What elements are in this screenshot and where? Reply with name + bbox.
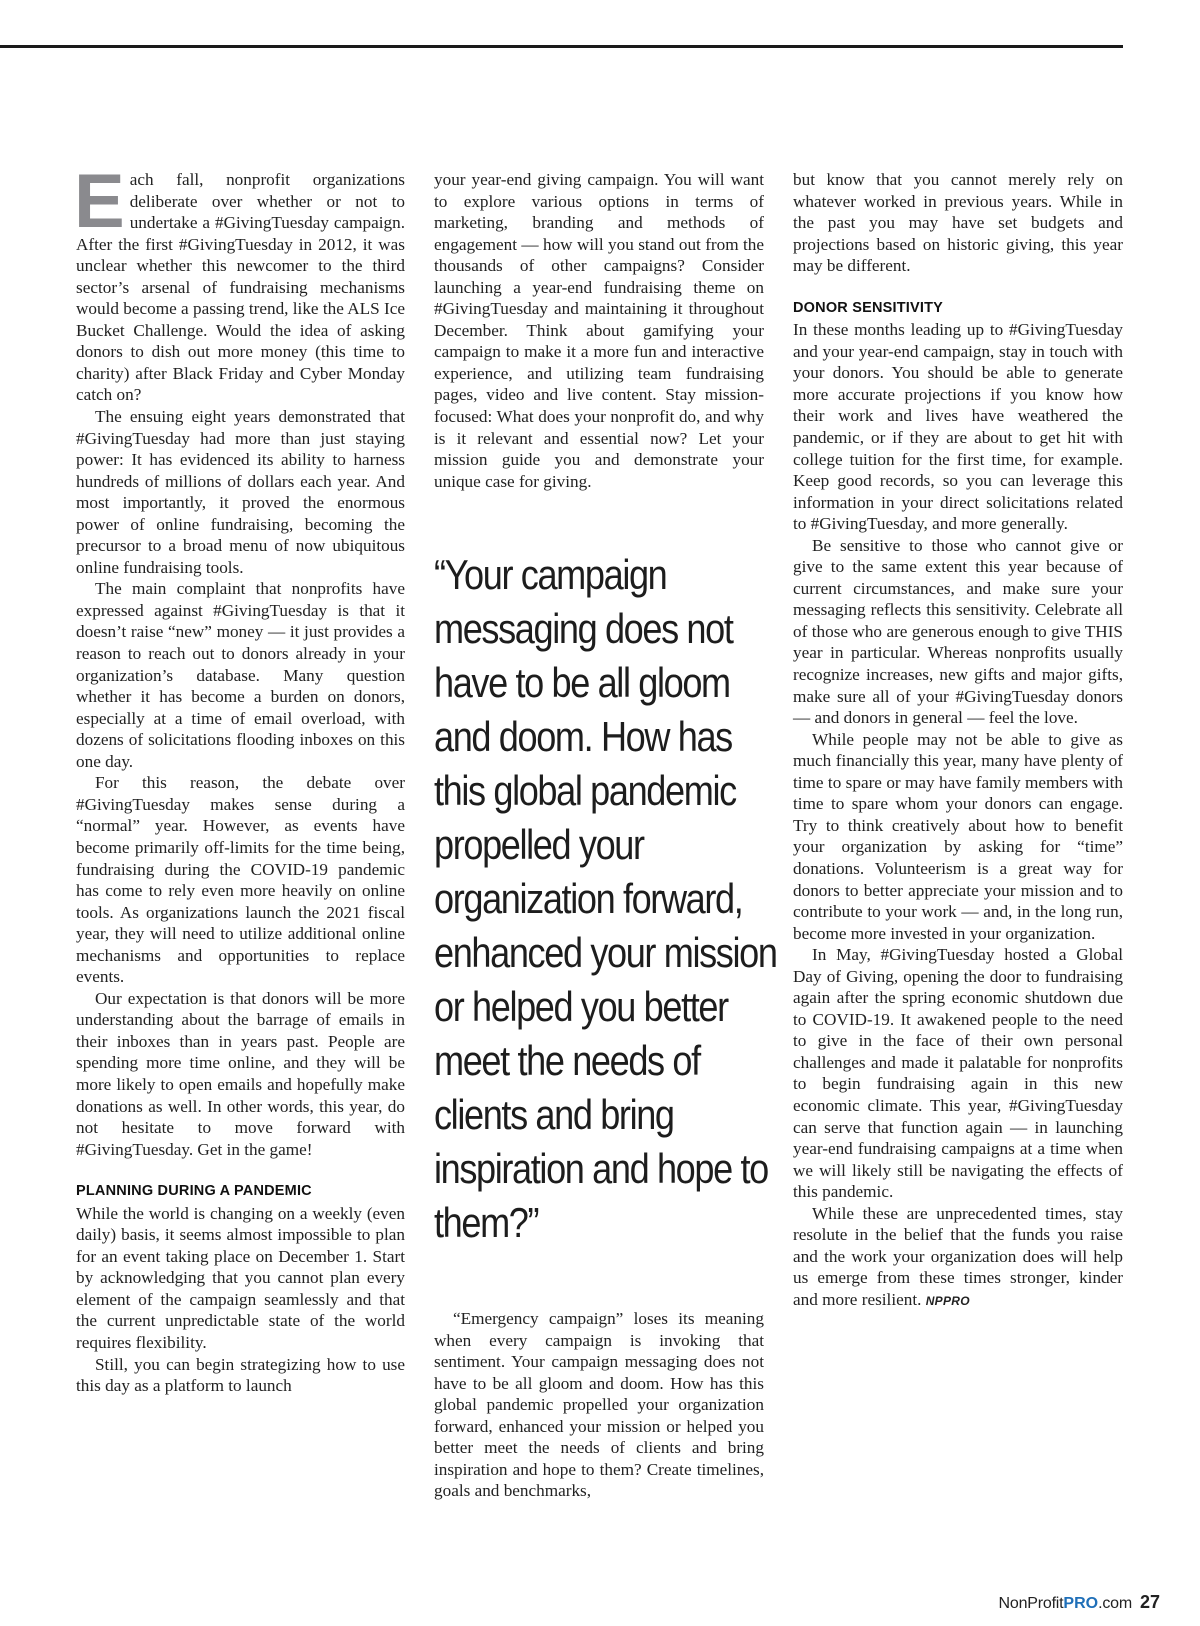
- body-paragraph: but know that you cannot merely rely on whatever worked in previous years. While in the past you may have set budgets and projections based on historic giving, this year may be different.: [793, 170, 1123, 276]
- dropcap: E: [74, 159, 125, 244]
- page-number: 27: [1139, 1592, 1160, 1612]
- body-paragraph: Our expectation is that donors will be more understanding about the barrage of emails in their inboxes than in years past. People are spending more time online, and they will be more likely to open emails and hopefully make donations as well. In other words, this year, do not hesitate to move forward with #GivingTuesday. Get in the game!: [76, 988, 405, 1159]
- article-column-3: [793, 169, 1123, 1312]
- article-column-1: [74, 159, 405, 1397]
- closing-text: While these are unprecedented times, stay resolute in the belief that the funds you raise and the work your organization does will help us emerge from these times stronger, kinder and more resilient.: [793, 1203, 1123, 1309]
- body-paragraph: Still, you can begin strategizing how to use this day as a platform to launch: [76, 1354, 405, 1396]
- body-paragraph: While people may not be able to give as much financially this year, many have plenty of time to spare or may have family members with time to spare whom your donors can engage. Try to think creatively about how to benefit your organization by asking for “time” donations. Volunteerism is a great way for donors to better appreciate your mission and to contribute to your work — and, in the long run, become more invested in your organization.: [793, 729, 1123, 943]
- intro-text: ach fall, nonprofit organizations deliberate over whether or not to undertake a #GivingTuesday campaign. After the first #GivingTuesday in 2012, it was unclear whether this newcomer to the third sector’s arsenal of fundraising mechanisms would become a passing trend, like the ALS Ice Bucket Challenge. Would the idea of asking donors to dish out more money (this time to charity) after Black Friday and Cyber Monday catch on?: [76, 170, 405, 405]
- article-column-2: [434, 169, 764, 492]
- body-paragraph: Be sensitive to those who cannot give or give to the same extent this year because of current circumstances, and make sure your messaging reflects this sensitivity. Celebrate all of those who are generous enough to give THIS year in particular. Whereas nonprofits usually recognize increases, new gifts and major gifts, make sure all of your #GivingTuesday donors — and donors in general — feel the love.: [793, 535, 1123, 728]
- body-paragraph: In May, #GivingTuesday hosted a Global Day of Giving, opening the door to fundraising again after the spring economic shutdown due to COVID-19. It awakened people to the need to give in the face of their own personal challenges and made it palatable for nonprofits to begin fundraising again in this new economic climate. This year, #GivingTuesday can serve that function again — in launching year-end fundraising campaigns at a time when we will likely still be navigating the effects of this pandemic.: [793, 945, 1123, 1202]
- footer-brand-prefix: NonProfit: [998, 1595, 1064, 1612]
- body-paragraph: The main complaint that nonprofits have expressed against #GivingTuesday is that it doesn’t raise “new” money — it just provides a reason to reach out to donors already in your organization’s database. Many question whether it has become a burden on donors, especially at a time of email overload, with dozens of solicitations flooding inboxes on this one day.: [76, 579, 405, 771]
- subhead-planning: PLANNING DURING A PANDEMIC: [76, 1183, 312, 1200]
- top-rule: [0, 45, 1123, 48]
- body-paragraph: The ensuing eight years demonstrated that #GivingTuesday had more than just staying power: It has evidenced its ability to harness hundreds of millions of dollars each year. And most importantly, it proved the enormous power of online fundraising, becoming the precursor to a broad menu of now ubiquitous online fundraising tools.: [76, 407, 405, 577]
- pull-quote: “Your campaign messaging does not have to be all gloom and doom. How has this global pandemic propelled your organization forward, enhanced your mission or helped you better meet the needs of clients and bring inspiration and hope to them?”: [434, 551, 777, 1246]
- footer-brand-highlight: PRO: [1063, 1595, 1099, 1612]
- body-paragraph: For this reason, the debate over #GivingTuesday makes sense during a “normal” year. However, as events have become primarily off-limits for the time being, fundraising during the COVID-19 pandemic has come to rely even more heavily on online tools. As organizations launch the 2021 fiscal year, they will need to utilize additional online mechanisms and opportunities to replace events.: [76, 773, 405, 987]
- intro-paragraph: [74, 159, 405, 406]
- subhead-donor-sensitivity: DONOR SENSITIVITY: [793, 299, 944, 316]
- body-paragraph: While the world is changing on a weekly (even daily) basis, it seems almost impossible to plan for an event taking place on December 1. Start by acknowledging that you cannot plan every element of the campaign seamlessly and that the current unpredictable state of the world requires flexibility.: [76, 1203, 405, 1352]
- body-paragraph: your year-end giving campaign. You will want to explore various options in terms of marketing, branding and methods of engagement — how will you stand out from the thousands of other campaigns? Consider launching a year-end fundraising theme on #GivingTuesday and maintaining it throughout December. Think about gamifying your campaign to make it a more fun and interactive experience, and utilizing team fundraising pages, video and live content. Stay mission-focused: What does your nonprofit do, and why is it relevant and essential now? Let your mission guide you and demonstrate your unique case for giving.: [434, 170, 764, 491]
- body-paragraph: In these months leading up to #GivingTuesday and your year-end campaign, stay in touch with your donors. You should be able to generate more accurate projections if you know how their work and lives have weathered the pandemic, or if they are about to get hit with college tuition for the first time, for example. Keep good records, so you can leverage this information in your direct solicitations related to #GivingTuesday, and more generally.: [793, 320, 1123, 534]
- closing-paragraph: [793, 1203, 1123, 1313]
- page-footer: [999, 1592, 1160, 1613]
- article-column-2-bottom: [434, 1308, 764, 1502]
- signoff-mark: NPPRO: [925, 1293, 970, 1308]
- body-paragraph: “Emergency campaign” loses its meaning when every campaign is invoking that sentiment. Your campaign messaging does not have to be all gloom and doom. How has this global pandemic propelled your organization forward, enhanced your mission or helped you better meet the needs of clients and bring inspiration and hope to them? Create timelines, goals and benchmarks,: [434, 1309, 764, 1501]
- footer-brand-suffix: .com: [1098, 1595, 1132, 1612]
